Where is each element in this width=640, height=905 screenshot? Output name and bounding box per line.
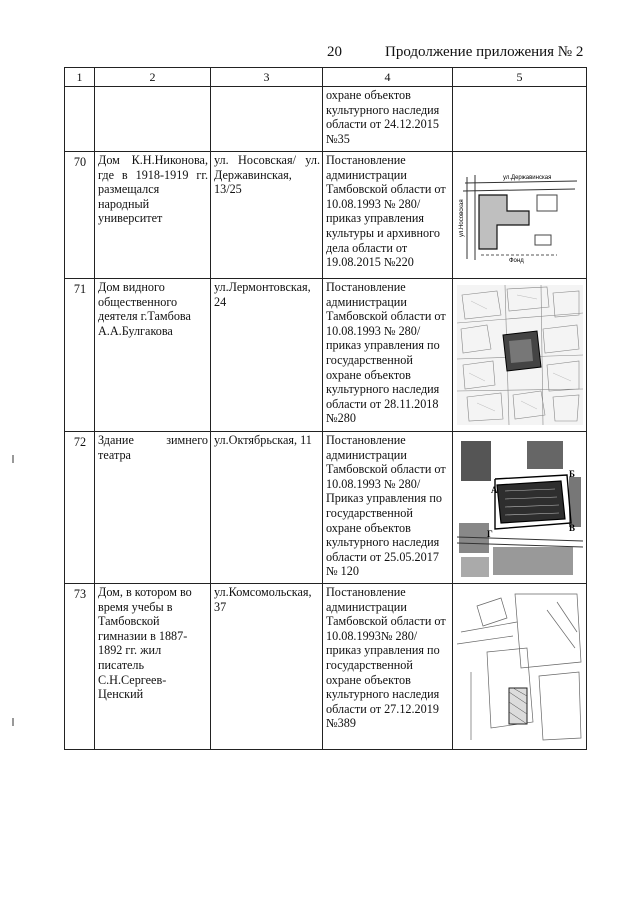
site-plan-cell: [453, 279, 587, 432]
site-plan-cell: [453, 432, 587, 584]
site-plan-cell: [453, 152, 587, 279]
column-number: 3: [211, 68, 323, 87]
margin-mark: [12, 718, 14, 726]
site-plan-image: [457, 437, 583, 579]
table-row: [65, 279, 587, 432]
document-cell: Постановление администрации Тамбовской области от 10.08.1993 № 280/ приказ управления культуры и архивного дела области от 19.08.2015 №220: [323, 152, 453, 279]
row-number: 71: [65, 279, 95, 432]
object-address: ул.Комсомольская, 37: [211, 584, 323, 750]
boundary-point-label: В: [568, 522, 575, 533]
page-number: 20: [327, 44, 342, 60]
street-label: ул.Державинская: [502, 175, 551, 181]
object-name: Дом видного общественного деятеля г.Тамбова А.А.Булгакова: [95, 279, 211, 432]
table-row: [65, 584, 587, 750]
plan-label: Фонд: [508, 258, 524, 264]
table-row: [65, 432, 587, 584]
table-row-continuation: [65, 87, 587, 152]
document-cell: охране объектов культурного наследия области от 24.12.2015 №35: [323, 87, 453, 152]
boundary-point-label: Б: [568, 468, 575, 479]
object-name: Здание зимнего театра: [95, 432, 211, 584]
object-address: ул. Носовская/ ул. Державинская, 13/25: [211, 152, 323, 279]
column-number: 1: [65, 68, 95, 87]
object-name: Дом, в котором во время учебы в Тамбовской гимназии в 1887-1892 гг. жил писатель С.Н.Сергеев-Ценский: [95, 584, 211, 750]
appendix-continuation-title: Продолжение приложения № 2: [385, 44, 584, 60]
site-plan-cell: [453, 584, 587, 750]
margin-mark: [12, 455, 14, 463]
site-plan-image: [457, 285, 583, 425]
object-name: Дом К.Н.Никонова, где в 1918-1919 гг. размещался народный университет: [95, 152, 211, 279]
boundary-point-label: Г: [486, 528, 493, 539]
row-number: 72: [65, 432, 95, 584]
column-number: 4: [323, 68, 453, 87]
document-cell: Постановление администрации Тамбовской области от 10.08.1993 № 280/Приказ управления по государственной охране объектов культурного наследия области от 25.05.2017 № 120: [323, 432, 453, 584]
heritage-objects-table: [64, 67, 587, 750]
column-number-row: [65, 68, 587, 87]
document-cell: Постановление администрации Тамбовской области от 10.08.1993№ 280/ приказ управления по государственной охране объектов культурного наследия области от 27.12.2019 №389: [323, 584, 453, 750]
table-row: [65, 152, 587, 279]
street-label: ул.Носовская: [458, 199, 465, 237]
boundary-point-label: А: [490, 484, 497, 495]
row-number: 73: [65, 584, 95, 750]
document-cell: Постановление администрации Тамбовской области от 10.08.1993 № 280/ приказ управления по государственной охране объектов культурного наследия области от 28.11.2018 №280: [323, 279, 453, 432]
site-plan-image: [457, 165, 583, 265]
object-address: ул.Лермонтовская, 24: [211, 279, 323, 432]
page-header: [0, 44, 640, 64]
site-plan-image: [457, 592, 583, 742]
row-number: 70: [65, 152, 95, 279]
column-number: 5: [453, 68, 587, 87]
column-number: 2: [95, 68, 211, 87]
object-address: ул.Октябрьская, 11: [211, 432, 323, 584]
